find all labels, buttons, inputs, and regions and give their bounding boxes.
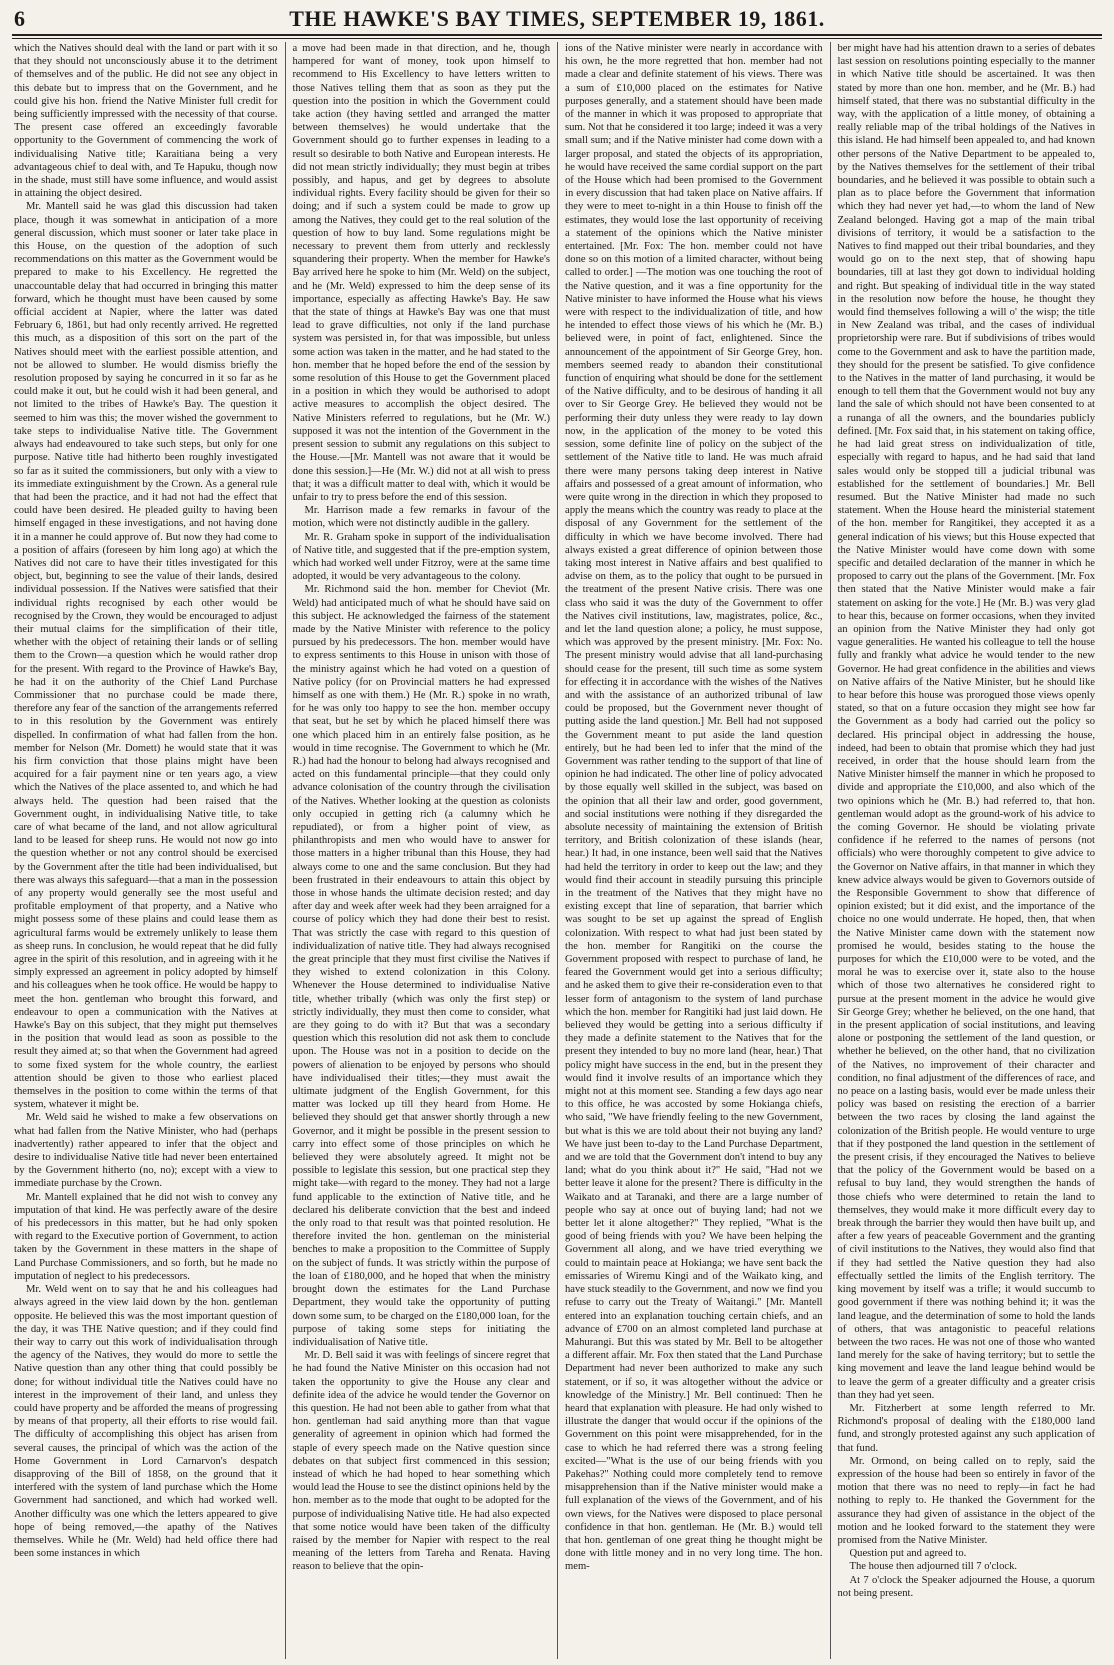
article-paragraph: Mr. Mantell explained that he did not wish to convey any imputation of that kind. He was perfectly aware of the desire of his predecessors in this matter, but he had only spoken with regard to the Executive portion of Government, to action taken by the Government in these matters in the shape of Land Purchase Commissioners, and so forth, but he made no imputation of neglect to his predecessors. bbox=[14, 1191, 278, 1282]
article-paragraph: Question put and agreed to. bbox=[849, 1548, 967, 1560]
article-paragraph: At 7 o'clock the Speaker adjourned the House, a quorum not being present. bbox=[837, 1574, 1095, 1599]
column-1 bbox=[12, 42, 285, 1659]
page-number: 6 bbox=[14, 6, 25, 31]
article-paragraph: Mr. R. Graham spoke in support of the individualisation of Native title, and suggested that if the pre-emption system, which had worked well under Fitzroy, were at the same time adopted, it would be very advantageous to the colony. bbox=[292, 531, 550, 583]
article-paragraph: Mr. Mantell said he was glad this discussion had taken place, though it was somewhat in anticipation of a more general discussion, which must sooner or later take place in this House, on the question of the adoption of such recommendations on this matter as the Government would be prepared to make to his Excellency. He regretted the unaccountable delay that had occurred in bringing this matter forward, which he thought must have been caused by some official accident at Napier, where the latter was dated February 6, 1861, but had only recently arrived. He regretted this much, as a disposition of this sort on the part of the Natives should meet with the earliest possible attention, and not be allowed to slumber. He would dismiss briefly the resolution proposed by saying he concurred in it so far as he could make it out, but he could wish it had been general, and not limited to the tribes of Hawke's Bay. The question it seemed to him was this; the mover wished the government to take steps to individualise Native title. The Government always had endeavoured to take such steps, but only for one purpose. Native title had hitherto been roughly investigated so far as it suited the commissioners, but only with a view to its immediate extinguishment by the Crown. As a general rule that had been the practice, and it had not had the effect that could have been desired. He pleaded guilty to having been himself engaged in these investigations, and not having done it in a manner he could approve of. But now they had come to a position of affairs (foreseen by him long ago) at which the Natives did not care to have their titles investigated for this object, but, beginning to see the value of their lands, desired individual possession. If the Natives were satisfied that their individual rights recognised by each other would be recognised by the Crown, they would be encouraged to adjust their mutual claims for the simplification of their title, whether with the object of retaining their lands or of selling them to the Crown—a question which he would rather drop for the present. With regard to the Province of Hawke's Bay, he had it on the authority of the Chief Land Purchase Commissioner that no purchase could be made there, therefore any fear of the sanction of the arrangements referred to in this resolution by the Government was entirely dispelled. In confirmation of what had fallen from the hon. member for Nelson (Mr. Domett) he would state that it was his firm conviction that those plains might have been acquired for a fair payment nine or ten years ago, a view which the Natives of the place assented to, and which he had always held. The question had been raised that the Government ought, in individualising Native title, to take care of what became of the land, and not allow agricultural land to be leased for sheep runs. He would not now go into the question whether or not any control should be exercised by the Government after the title had been individualised, but there was always this safeguard—that a man in the possession of any property would generally see the most useful and profitable employment of that property, and a Native who might possess some of these plains and could lease them as agricultural farms would be extremely unlikely to lease them as sheep runs. In conclusion, he would repeat that he did fully agree in the spirit of this resolution, and in agreeing with it he simply expressed an agreement in policy adopted by himself and his colleagues when he took office. He would be happy to meet the hon. gentleman who brought this forward, and endeavour to open a communication with the Natives at Hawke's Bay on this subject, that they might put themselves in the position that would lead as soon as possible to the result they aimed at; so that when the Government had agreed to some fixed system for the whole country, the earliest attention should be given to those who earliest placed themselves in the position to come within the terms of that system, whatever it might be. bbox=[14, 201, 278, 1111]
article-paragraph: Mr. Ormond, on being called on to reply, said the expression of the house had been so entirely in favor of the motion that there was no need to reply—in fact he had nothing to reply to. He thanked the Government for the assurance they had given of assistance in the object of the motion and he looked forward to the statement they were promised from the Native Minister. bbox=[837, 1455, 1095, 1546]
masthead bbox=[14, 6, 1100, 32]
article-paragraph: ions of the Native minister were nearly in accordance with his own, he the more regretted that hon. member had not made a clear and definite statement of his views. There was a sum of £10,000 placed on the estimates for Native purposes generally, and a statement should have been made of the manner in which it was proposed to appropriate that sum. Not that he considered it too large; indeed it was a very small sum; and if the Native minister had come down with a larger proposal, and stated the objects of its appropriation, he would have received the same cordial support on the part of the House which had been promised to the Government in every discussion that had taken place on Native affairs. If they were to meet to-night in a thin House to finish off the estimates, they would lose the last opportunity of receiving a statement of the opinions which the Native minister entertained. [Mr. Fox: The hon. member could not have done so on this motion of a limited character, without being called to order.] —The motion was one touching the root of the Native question, and it was a fine opportunity for the Native minister to have informed the House what his views were with respect to the individualization of title, and how he intended to effect those views of his which he (Mr. B.) believed were, in point of fact, enlightened. Since the announcement of the appointment of Sir George Grey, hon. members seemed ready to abandon their constitutional function of enquiring what should be done for the settlement of the Native difficulty, and to be desirous of handing it all over to Sir George Grey. He believed they would not be performing their duty unless they were ready to lay down now, in the application of the money to be voted this session, some definite line of policy on the subject of the settlement of the Native title to land. He was much afraid there were many persons taking deep interest in Native affairs and possessed of a great amount of information, who were quite wrong in the direction in which they proposed to apply the means which the country was ready to place at the disposal of any Government for the settlement of the difficulty in which we have become involved. There had always existed a great difference of opinion between those taking most interest in Native affairs and best qualified to advise on them, as to the policy that ought to be pursued in the treatment of the present Native crisis. There was one class who said it was the duty of the Government to offer the Natives civil institutions, law, magistrates, police, &c., and let the land question alone; a policy, he must suppose, which was approved by the present ministry. [Mr. Fox: No. The present ministry would advise that all land-purchasing should cease for the present, till such time as some system for effecting it in accordance with the wishes of the Natives and with the assistance of an authorized tribunal of law could be proposed, but the Government never thought of putting aside the land question.] Mr. Bell had not supposed the Government meant to put aside the land question entirely, but he had been led to infer that the mind of the Government was rather tending to the support of that line of opinion he had indicated. The other line of policy advocated by those equally well skilled in the subject, was based on the opinion that all their law and order, good government, and social institutions were nothing if they disregarded the absolute necessity of maintaining the extension of British territory, and British colonization of these islands (hear, hear.) It had, in one instance, been well said that the Natives had held the territory in order to keep out the law; and they would find their account in steadily pursuing this principle in the treatment of the Natives that they might have no existing except that line of separation, that barrier which was sought to be set up against the spread of English colonization. With respect to what had just been stated by the hon. member for Rangitiki on the course the Government proposed with respect to purchase of land, he feared the Government would get into a serious difficulty; and he asked them to give their re-consideration even to that lesser form of antagonism to the system of land purchase which the hon. member for Rangitiki had just laid down. He believed they would be getting into a serious difficulty if they made a definite statement to the Natives that for the present they intended to buy no more land (hear, hear.) That policy might have success in the end, but in the present they would find it involve results of an importance which they might not at this moment see. Standing a few days ago near to this office, he was accosted by some Hokianga chiefs, who said, "We have friendly feeling to the new Government, but what is this we are told about their not buying any land? We have just been to-day to the Land Purchase Department, and we are told that the Government don't intend to buy any land; what do you think about it?" He said, "Had not we better leave it alone for the present? There is difficulty in the Waikato and at Taranaki, and there are a large number of people who say at once out of buying land; had not we better let it alone altogether?" They replied, "What is the good of being friends with you? We have been helping the Government all along, and we have tried everything we could to maintain peace at Hokianga; we have sent back the emissaries of Wiremu Kingi and of the Waikato king, and have stuck steadily to the Government, and now we find you refuse to carry out the Treaty of Waitangi." [Mr. Mantell entered into an explanation touching certain chiefs, and an advance of £700 on an almost completed land purchase at Mahurangi. But this was stated by Mr. Bell to be altogether a different affair. Mr. Fox then stated that the Land Purchase Department had never been authorized to make any such statement, or if so, it was altogether without the advice or knowledge of the Ministry.] Mr. Bell continued: Then he heard that explanation with pleasure. He had only wished to illustrate the danger that would occur if the opinions of the Government on this point were misapprehended, for in the case to which he had referred there was a strong feeling excited—"What is the use of our being friends with you Pakehas?" Nothing could more completely tend to remove misapprehension than if the Native minister would make a full explanation of the views of the Government, and of his own views, for the Natives were disposed to place personal confidence in that hon. gentleman. He (Mr. B.) would tell that hon. gentleman of one great thing he thought might be done with little money and in no very long time. The hon. mem- bbox=[565, 43, 823, 1573]
article-columns bbox=[12, 42, 1102, 1659]
article-paragraph: Mr. Fitzherbert at some length referred to Mr. Richmond's proposal of dealing with the £180,000 land fund, and strongly protested against any such application of that fund. bbox=[837, 1402, 1095, 1454]
article-paragraph: Mr. Weld went on to say that he and his colleagues had always agreed in the view laid down by the hon. gentleman opposite. He believed this was the most important question of the day, it was THE Native question; and if they could find their way to carry out this work of individualisation through the agency of the Natives, they would do more to settle the Native question than any other thing that could possibly be done; for without individual title the Natives could have no interest in the improvement of their land, and unless they could have property and be afforded the means of progressing by means of that property, all their efforts to rise would fail. The difficulty of accomplishing this object has arisen from several causes, the principal of which was the action of the Home Government in Lord Carnarvon's despatch disapproving of the Bill of 1858, on the ground that it interfered with the system of land purchase which the Home Government had sanctioned, and which had worked well. Another difficulty was one which the letters appeared to give hope of being removed,—the apathy of the Natives themselves. While he (Mr. Weld) had held office there had been some instances in which bbox=[14, 1284, 278, 1560]
article-paragraph: Mr. Richmond said the hon. member for Cheviot (Mr. Weld) had anticipated much of what he should have said on this subject. He acknowledged the fairness of the statement made by the Native Minister with reference to the policy pursued by his predecessors. The hon. member would have to express sentiments to this House in unison with those of the ministry against which he had voted on a question of Native policy (for on Provincial matters he had expressed himself as one with them.) He (Mr. R.) spoke in no wrath, for he was only too happy to see the hon. member occupy that seat, but he set by which he placed himself there was one which placed him in an entirely false position, as he would in time recognise. The Government to which he (Mr. R.) had had the honour to belong had always recognised and acted on this fundamental principle—that they could only advance colonisation of the country through the civilisation of the Natives. Whether looking at the question as colonists only occupied in getting rich (a calumny which he repudiated), or from a higher point of view, as philanthropists and men who would have to answer for those matters in a higher tribunal than this House, they had always come to one and the same conclusion. But they had been frustrated in their endeavours to attain this object by those in whose hands the ultimate decision rested; and day after day and week after week had they been arraigned for a course of policy which they had done their best to resist. That was strictly the case with regard to this question of individualization of native title. They had always recognised the great principle that they must first civilise the Natives if they wished to extend colonization in this Colony. Whenever the House determined to individualise Native title, whether tribally (which was only the first step) or strictly individually, they must then come to consider, what are they going to do with it? But that was a secondary question which this resolution did not ask them to conclude upon. The House was not in a position to decide on the powers of alienation to be enjoyed by persons who should have individualised their titles;—they must await the ultimate judgment of the English Government, for this matter was locked up till they heard from Home. He believed they should get that answer shortly through a new Governor, and it might be possible in the present session to carry into effect some of those principles on which he believed they were absolutely agreed. It might not be possible to legislate this session, but one practical step they might take—with regard to the money. They had not a large fund applicable to the extinction of Native title, and he declared his deliberate conviction that the best and indeed the only road to that result was that pointed resolution. He therefore invited the hon. gentleman on the ministerial benches to make a proposition to the Committee of Supply on the subject of funds. It was strictly within the purpose of the loan of £180,000, and he hoped that when the ministry brought down the estimates for the Land Purchase Department, they would take the opportunity of putting down some sum, to be charged on the £180,000 loan, for the purpose of taking some steps for initiating the individualisation of Native title. bbox=[292, 584, 550, 1348]
article-paragraph: The house then adjourned till 7 o'clock. bbox=[849, 1561, 1018, 1573]
column-3 bbox=[557, 42, 830, 1659]
article-paragraph: Mr. D. Bell said it was with feelings of sincere regret that he had found the Native Minister on this occasion had not taken the opportunity to give the House any clear and definite idea of the advice he would tender the Governor on this question. He had not been able to gather from what that hon. gentleman had said anything more than that vague generality of agreement in opinion which had formed the staple of every speech made on the Native question since debates on that subject first commenced in this session; instead of which he had hoped to hear something which would lead the House to see the distinct opinions held by the hon. member as to the mode that ought to be adopted for the purpose of individualising Native title. He had also expected that some notice would have been taken of the difficulty raised by the member for Napier with respect to the real meaning of the letters from Tareha and Renata. Having reason to believe that the opin- bbox=[292, 1350, 550, 1573]
article-paragraph: Mr. Weld said he wished to make a few observations on what had fallen from the Native Minister, who had (perhaps inadvertently) rather appeared to infer that the object and desire to individualise Native title had never been entertained by the Government hitherto (no, no); except with a view to immediate purchase by the Crown. bbox=[14, 1112, 278, 1190]
newspaper-title: THE HAWKE'S BAY TIMES, SEPTEMBER 19, 1861. bbox=[289, 6, 825, 31]
article-paragraph: a move had been made in that direction, and he, though hampered for want of money, took upon himself to recommend to His Excellency to have letters written to those Natives telling them that as soon as they put the question into the position in which the Government could take action (they having settled and arranged the matter between themselves) he would undertake that the Government should go to further expenses in leading to a result so desirable to both Native and European interests. He did not mean strictly individually; they must begin at tribes possibly, and hapus, and get by degrees to absolute individual rights. Every facility should be given for their so doing; and if such a system could be made to grow up among the Natives, they could get to the real solution of the question of how to buy land. Some regulations might be necessary to prevent them from utterly and recklessly squandering their property. When the member for Hawke's Bay arrived here he spoke to him (Mr. Weld) on the subject, and he (Mr. Weld) expressed to him the deep sense of its importance, especially as affecting Hawke's Bay. He saw that the state of things at Hawke's Bay was one that must lead to grave difficulties, not only if the land purchase system was persisted in, for that was impossible, but unless some action was taken in the matter, and he had stated to the hon. member that he hoped before the end of the session by some resolution of this House to get the Government placed in a position in which they would be authorised to adopt active measures to accomplish the object desired. The Native Ministers referred to regulations, but he (Mr. W.) supposed it was not the intention of the Government in the present session to submit any regulations on this subject to the House.—[Mr. Mantell was not aware that it would be done this session.]—He (Mr. W.) did not at all wish to press that; it was a difficult matter to deal with, which it would be unfair to try to press before the end of this session. bbox=[292, 43, 550, 503]
article-paragraph: which the Natives should deal with the land or part with it so that they should not unconsciously abuse it to the detriment of themselves and of the public. He did not see any object in this debate but to impress that on the Government, and he could give his hon. friend the Native Minister full credit for being sufficiently impressed with the necessity of that course. The present case offered an exceedingly favorable opportunity to the Government of commencing the work of individualising Native title; Karaitiana being a very advantageous chief to deal with, and Te Hapuku, though now in the shade, must still have some influence, and would assist in attaining the object desired. bbox=[14, 43, 278, 200]
article-paragraph: ber might have had his attention drawn to a series of debates last session on resolutions pointing especially to the manner in which Native title should be ascertained. It was then stated by more than one hon. member, and he (Mr. B.) had himself stated, that there was no substantial difficulty in the way, with the application of a little money, of obtaining a really reliable map of the tribal holdings of the Natives in this island. He had himself been appealed to, and had known other persons of the Native Department to be appealed to, by the Natives themselves for the settlement of their tribal boundaries, and he believed it was possible to obtain such a plan as to place before the Government that information which they had never yet had,—to whom the land of New Zealand belonged. Having got a map of the main tribal divisions of territory, it would be a satisfaction to the Natives to find mapped out their tribal boundaries, and they would go on to the next step, that of showing hapu boundaries, till at last they got down to individual holding and right. But speaking of individual title in the way stated in the resolution now before the house, he thought they would find themselves following a will o' the wisp; the title in New Zealand was tribal, and the cases of individual proprietorship were rare. But if subdivisions of tribes would come to the Government and ask to have the partition made, they should for the present be satisfied. To give confidence to the Natives in the matter of land purchasing, it would be enough to tell them that the Government would not buy any land the sale of which should not have been consented to at a runanga of all the owners, and the boundaries publicly defined. [Mr. Fox said that, in his statement on taking office, he had laid great stress on individualization of title, especially with regard to hapus, and he had said that land sales would only be stopped till a judicial tribunal was established for the settlement of boundaries.] Mr. Bell resumed. But the Native Minister had made no such statement. When the House heard the ministerial statement of the hon. member for Rangitikei, they accepted it as a general indication of his views; but this House expected that the Native Minister would have come down with some specific and detailed declaration of the manner in which he proposed to carry out the plans of the Government. [Mr. Fox then stated that the Native Minister would make a fair statement on asking for the vote.] He (Mr. B.) was very glad to hear this, because on former occasions, when they invited an opinion from the Native Minister they had only got vague generalities. He wanted his colleague to tell the house fully and frankly what advice he would tender to the new Governor. He had great confidence in the abilities and views on Native affairs of the Native Minister, but he should like to hear before this house was prorogued those views openly stated, so that on a future occasion they might see how far the Government as a body had carried out the policy so declared. His principal object in addressing the house, indeed, had been to obtain that promise which they had just received, in order that the house should learn from the Native Minister himself the manner in which he proposed to divide and appropriate the £10,000, and also which of the two opinions which he (Mr. B.) had referred to, that hon. gentleman would adopt as the ground-work of his advice to the coming Governor. He should be violating private confidence if he referred to the names of persons (not officials) who were thoroughly competent to give advice to the Governor on Native affairs, in that manner in which they knew advice always would be given to Governors outside of the Responsible Government to show that difference of opinion existed; but it did exist, and the importance of the choice no one would underrate. He hoped, then, that when the Native Minister came down with the statement now promised he would, besides stating to the house the purposes for which the £10,000 were to be voted, and the moral he was to exercise over it, state also to the house which of those two alternatives he considered right to pursue at the present moment in the advice he would give Sir George Grey; whether he believed, on the one hand, that in the present application of social institutions, and leaving alone or postponing the settlement of the land question, or whether he believed, on the other hand, that no civilization of the Natives, no improvement of their character and condition, no final adjustment of the differences of race, and no peace on a lasting basis, would ever be made unless their policy was based on resisting the erection of a barrier between the two races by closing the land against the colonization of the British people. He would venture to urge that if they postponed the land question in the settlement of the present crisis, if they encouraged the Natives to believe that the policy of the Government would be based on a refusal to buy land, they would strengthen the hands of those chiefs who were determined to retain the land to themselves, they would make it more difficult every day to break through the barrier they would then have built up, and after a few years of peaceable Government and the granting of civil institutions to the Natives, they would also find that if they had settled the Native question they had also effectually settled the limits of the English territory. The king movement by itself was a trifle; it would succumb to good government if there was nothing behind it; it was the land league, and the determination of some to hold the lands of others, that was antagonistic to peaceful relations between the two races. He was not one of those who wanted land merely for the sake of having territory; but to settle the king movement and leave the land league behind would be to leave the germ of a greater difficulty and a greater crisis than they had yet seen. bbox=[837, 43, 1095, 1401]
article-paragraph: Mr. Harrison made a few remarks in favour of the motion, which were not distinctly audible in the gallery. bbox=[292, 505, 550, 530]
column-2 bbox=[285, 42, 558, 1659]
header-rule bbox=[12, 34, 1102, 39]
column-4 bbox=[830, 42, 1103, 1659]
